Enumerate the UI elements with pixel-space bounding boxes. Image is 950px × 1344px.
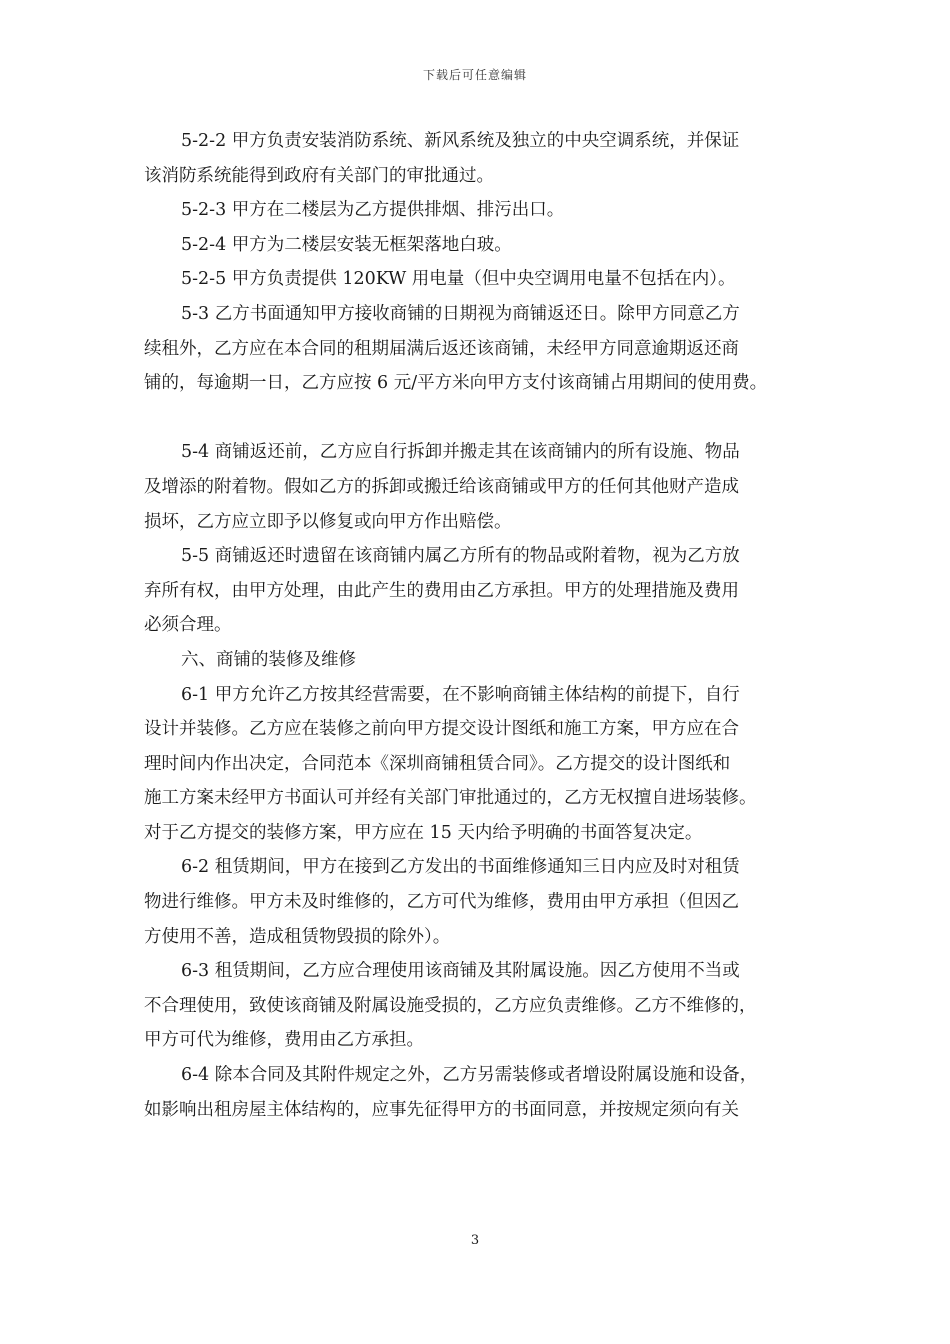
text-line: 6-4 除本合同及其附件规定之外，乙方另需装修或者增设附属设施和设备， bbox=[181, 1065, 758, 1086]
clause-5-2-5 bbox=[144, 262, 814, 297]
text-line: 续租外，乙方应在本合同的租期届满后返还该商铺，未经甲方同意逾期返还商 bbox=[144, 338, 739, 359]
clause-5-2-3 bbox=[144, 193, 814, 228]
blank-line bbox=[144, 401, 814, 436]
text-line: 5-2-3 甲方在二楼层为乙方提供排烟、排污出口。 bbox=[181, 200, 565, 221]
text-line: 弃所有权，由甲方处理，由此产生的费用由乙方承担。甲方的处理措施及费用 bbox=[144, 580, 739, 601]
text-line: 铺的，每逾期一日，乙方应按 6 元/平方米向甲方支付该商铺占用期间的使用费。 bbox=[144, 373, 768, 394]
text-line: 施工方案未经甲方书面认可并经有关部门审批通过的，乙方无权擅自进场装修。 bbox=[144, 788, 757, 809]
text-line: 5-2-5 甲方负责提供 120KW 用电量（但中央空调用电量不包括在内）。 bbox=[181, 269, 736, 290]
clause-5-5 bbox=[144, 539, 814, 643]
clause-6-3 bbox=[144, 954, 814, 1058]
clause-5-2-4 bbox=[144, 228, 814, 263]
text-line: 不合理使用，致使该商铺及附属设施受损的，乙方应负责维修。乙方不维修的， bbox=[144, 995, 757, 1016]
text-line: 必须合理。 bbox=[144, 615, 232, 636]
page-header-note: 下载后可任意编辑 bbox=[422, 68, 527, 82]
clause-6-2 bbox=[144, 850, 814, 954]
text-line: 对于乙方提交的装修方案，甲方应在 15 天内给予明确的书面答复决定。 bbox=[144, 822, 703, 843]
text-line: 5-5 商铺返还时遗留在该商铺内属乙方所有的物品或附着物，视为乙方放 bbox=[181, 546, 740, 567]
clause-5-4 bbox=[144, 435, 814, 539]
text-line: 及增添的附着物。假如乙方的拆卸或搬迁给该商铺或甲方的任何其他财产造成 bbox=[144, 476, 739, 497]
section-heading-6 bbox=[144, 643, 814, 678]
text-line: 方使用不善，造成租赁物毁损的除外）。 bbox=[144, 926, 451, 947]
text-line: 5-4 商铺返还前，乙方应自行拆卸并搬走其在该商铺内的所有设施、物品 bbox=[181, 442, 740, 463]
text-line: 甲方可代为维修，费用由乙方承担。 bbox=[144, 1030, 424, 1051]
text-line: 设计并装修。乙方应在装修之前向甲方提交设计图纸和施工方案，甲方应在合 bbox=[144, 719, 739, 740]
text-line: 5-2-4 甲方为二楼层安装无框架落地白玻。 bbox=[181, 234, 512, 255]
text-line: 5-2-2 甲方负责安装消防系统、新风系统及独立的中央空调系统，并保证 bbox=[181, 131, 740, 151]
text-line: 6-3 租赁期间，乙方应合理使用该商铺及其附属设施。因乙方使用不当或 bbox=[181, 961, 740, 982]
clause-5-3 bbox=[144, 297, 814, 401]
text-line: 6-1 甲方允许乙方按其经营需要，在不影响商铺主体结构的前提下，自行 bbox=[181, 684, 740, 705]
page-number: 3 bbox=[470, 1233, 480, 1248]
clause-6-4 bbox=[144, 1058, 814, 1127]
text-line: 损坏，乙方应立即予以修复或向甲方作出赔偿。 bbox=[144, 511, 512, 532]
document-body bbox=[144, 124, 814, 1127]
clause-6-1 bbox=[144, 678, 814, 851]
text-line: 理时间内作出决定，合同范本《深圳商铺租赁合同》。乙方提交的设计图纸和 bbox=[144, 753, 731, 774]
text-line: 如影响出租房屋主体结构的，应事先征得甲方的书面同意，并按规定须向有关 bbox=[144, 1099, 739, 1120]
section-title: 六、商铺的装修及维修 bbox=[181, 649, 356, 670]
text-line: 5-3 乙方书面通知甲方接收商铺的日期视为商铺返还日。除甲方同意乙方 bbox=[181, 303, 740, 324]
text-line: 6-2 租赁期间，甲方在接到乙方发出的书面维修通知三日内应及时对租赁 bbox=[181, 857, 740, 878]
text-line: 该消防系统能得到政府有关部门的审批通过。 bbox=[144, 165, 494, 186]
text-line: 物进行维修。甲方未及时维修的，乙方可代为维修，费用由甲方承担（但因乙 bbox=[144, 892, 739, 913]
clause-5-2-2 bbox=[144, 124, 814, 193]
